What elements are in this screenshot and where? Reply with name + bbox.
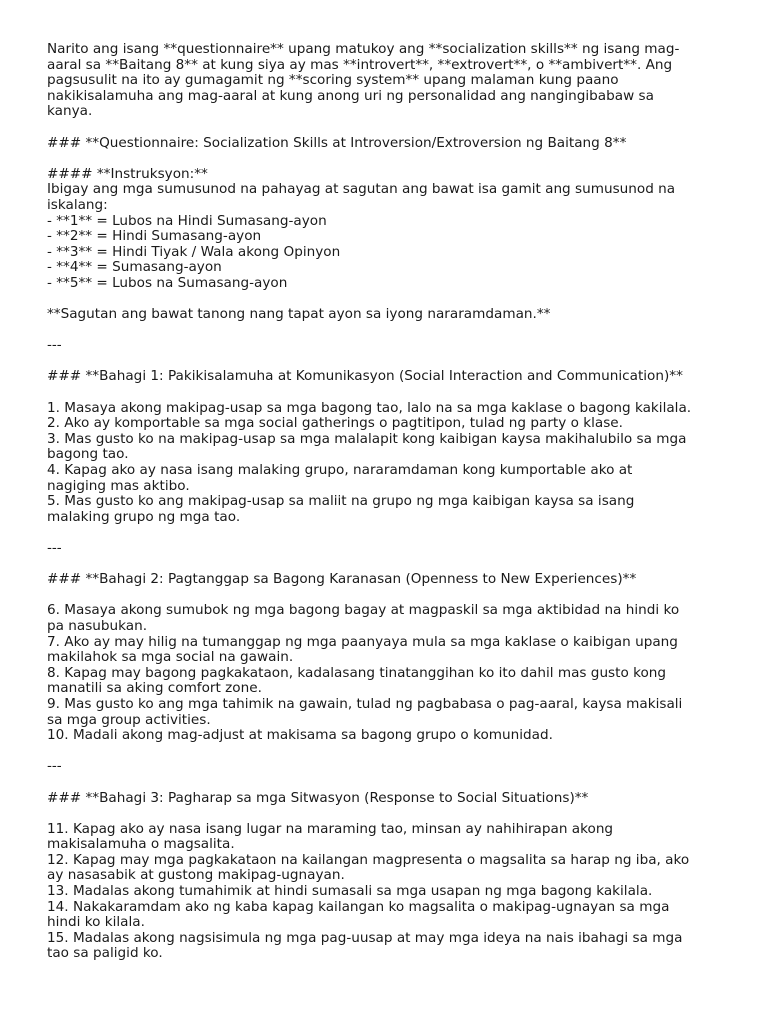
intro-line: nakikisalamuha ang mag-aaral at kung anong uri ng personalidad ang nangingibabaw sa: [47, 87, 654, 104]
instructions-text: iskalang:: [47, 196, 108, 213]
question-line: 7. Ako ay may hilig na tumanggap ng mga paanyaya mula sa mga kaklase o kaibigan upang: [47, 633, 678, 650]
question-line: 6. Masaya akong sumubok ng mga bagong bagay at magpaskil sa mga aktibidad na hindi ko: [47, 602, 680, 619]
question-line: 12. Kapag may mga pagkakataon na kailangan magpresenta o magsalita sa harap ng iba, ako: [47, 851, 690, 868]
scale-item: - **4** = Sumasang-ayon: [47, 259, 222, 276]
question-line: sa mga group activities.: [47, 711, 211, 728]
question-line: makilahok sa mga social na gawain.: [47, 649, 294, 666]
question-line: tao sa paligid ko.: [47, 945, 163, 962]
intro-line: pagsusulit na ito ay gumagamit ng **scoring system** upang malaman kung paano: [47, 72, 619, 89]
section-bahagi-1: [47, 369, 727, 525]
separator: ---: [47, 758, 62, 775]
instructions-note: **Sagutan ang bawat tanong nang tapat ayon sa iyong nararamdaman.**: [47, 306, 551, 323]
question-line: 14. Nakakaramdam ako ng kaba kapag kailangan ko magsalita o makipag-ugnayan sa mga: [47, 898, 670, 915]
question-line: 15. Madalas akong nagsisimula ng mga pag-uusap at may mga ideya na nais ibahagi sa mga: [47, 929, 683, 946]
scale-item: - **3** = Hindi Tiyak / Wala akong Opinyon: [47, 243, 341, 260]
scale-item: - **2** = Hindi Sumasang-ayon: [47, 228, 262, 245]
question-line: hindi ko kilala.: [47, 914, 145, 931]
intro-line: aaral sa **Baitang 8** at kung siya ay mas **introvert**, **extrovert**, o **ambivert**. Ang: [47, 56, 673, 73]
section-heading: ### **Bahagi 3: Pagharap sa mga Sitwasyon (Response to Social Situations)**: [47, 789, 589, 806]
questionnaire-title: ### **Questionnaire: Socialization Skills at Introversion/Extroversion ng Baitang 8**: [47, 134, 627, 151]
question-line: 5. Mas gusto ko ang makipag-usap sa maliit na grupo ng mga kaibigan kaysa sa isang: [47, 493, 635, 510]
question-line: nagiging mas aktibo.: [47, 477, 190, 494]
separator: ---: [47, 540, 62, 556]
question-line: 1. Masaya akong makipag-usap sa mga bagong tao, lalo na sa mga kaklase o bagong kakilala.: [47, 399, 692, 416]
question-line: 4. Kapag ako ay nasa isang malaking grupo, nararamdaman kong kumportable ako at: [47, 462, 633, 479]
section-heading: ### **Bahagi 1: Pakikisalamuha at Komunikasyon (Social Interaction and Communication)**: [47, 368, 683, 385]
intro-line: Narito ang isang **questionnaire** upang matukoy ang **socialization skills** ng isang mag-: [47, 41, 680, 57]
scale-item: - **5** = Lubos na Sumasang-ayon: [47, 274, 288, 291]
question-line: pa nasubukan.: [47, 617, 148, 634]
question-line: 9. Mas gusto ko ang mga tahimik na gawain, tulad ng pagbabasa o pag-aaral, kaysa makisali: [47, 695, 683, 712]
instructions-text: Ibigay ang mga sumusunod na pahayag at sagutan ang bawat isa gamit ang sumusunod na: [47, 181, 676, 198]
question-line: 10. Madali akong mag-adjust at makisama sa bagong grupo o komunidad.: [47, 727, 553, 744]
question-line: makisalamuha o magsalita.: [47, 836, 235, 853]
document-page: [47, 42, 727, 962]
question-line: ay nasasabik at gustong makipag-ugnayan.: [47, 867, 345, 884]
separator: ---: [47, 337, 62, 354]
section-heading: ### **Bahagi 2: Pagtanggap sa Bagong Karanasan (Openness to New Experiences)**: [47, 571, 637, 588]
scale-item: - **1** = Lubos na Hindi Sumasang-ayon: [47, 212, 327, 229]
instructions-heading: #### **Instruksyon:**: [47, 165, 208, 182]
question-line: 11. Kapag ako ay nasa isang lugar na maraming tao, minsan ay nahihirapan akong: [47, 820, 614, 837]
question-line: malaking grupo ng mga tao.: [47, 508, 241, 525]
question-line: 3. Mas gusto ko na makipag-usap sa mga malalapit kong kaibigan kaysa makihalubilo sa mga: [47, 430, 687, 447]
question-line: manatili sa aking comfort zone.: [47, 680, 262, 697]
section-bahagi-2: [47, 572, 727, 744]
question-line: bagong tao.: [47, 446, 129, 463]
instructions-block: [47, 167, 727, 323]
question-line: 8. Kapag may bagong pagkakataon, kadalasang tinatanggihan ko ito dahil mas gusto kong: [47, 664, 667, 681]
question-line: 2. Ako ay komportable sa mga social gatherings o pagtitipon, tulad ng party o klase.: [47, 415, 623, 432]
question-line: 13. Madalas akong tumahimik at hindi sumasali sa mga usapan ng mga bagong kakilala.: [47, 883, 653, 900]
intro-paragraph: [47, 42, 727, 120]
section-bahagi-3: [47, 791, 727, 963]
intro-line: kanya.: [47, 103, 93, 120]
